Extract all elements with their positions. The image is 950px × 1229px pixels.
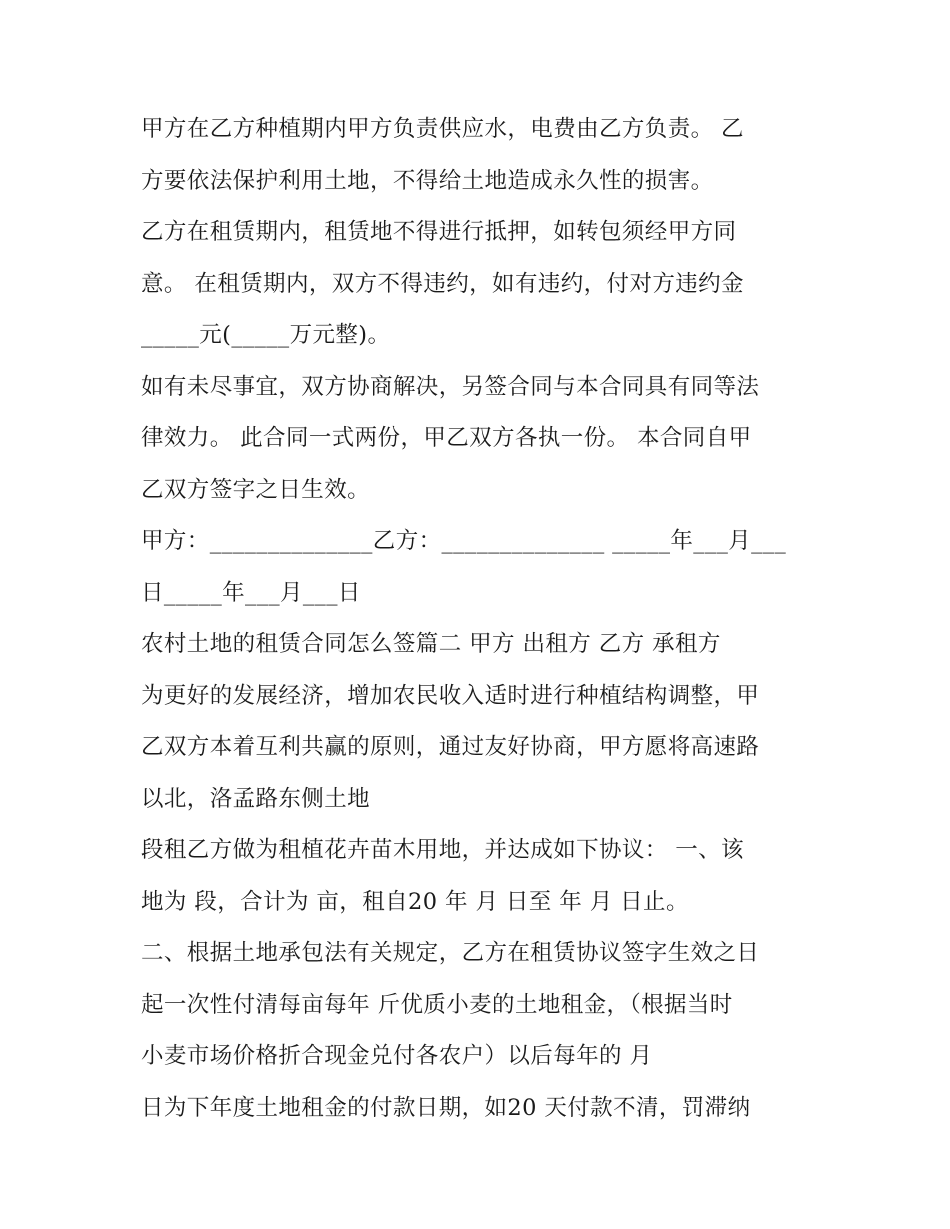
text-line: 如有未尽事宜，双方协商解决，另签合同与本合同具有同等法 bbox=[141, 373, 760, 400]
text-line: _____元(_____万元整)。 bbox=[141, 322, 391, 348]
text-line: 甲方在乙方种植期内甲方负责供应水，电费由乙方负责。 乙 bbox=[141, 116, 744, 142]
contract-text bbox=[141, 104, 821, 1134]
text-line: 小麦市场价格折合现金兑付各农户）以后每年的 月 bbox=[141, 1043, 653, 1069]
text-line: 起一次性付清每亩每年 斤优质小麦的土地租金，（根据当时 bbox=[141, 991, 733, 1018]
text-line: 乙双方签字之日生效。 bbox=[141, 476, 371, 503]
text-line: 方要依法保护利用土地，不得给土地造成永久性的损害。 bbox=[141, 167, 714, 194]
signature-line: 甲方：______________乙方：______________ _____年___月___ bbox=[141, 528, 787, 554]
text-line: 为更好的发展经济，增加农民收入适时进行种植结构调整，甲 bbox=[141, 682, 760, 709]
text-line: 以北，洛孟路东侧土地 bbox=[141, 785, 371, 812]
text-line: 日为下年度土地租金的付款日期，如20 天付款不清，罚滞纳 bbox=[141, 1094, 751, 1121]
text-line: 意。 在租赁期内，双方不得违约，如有违约，付对方违约金 bbox=[141, 270, 744, 297]
text-line: 地为 段，合计为 亩，租自20 年 月 日至 年 月 日止。 bbox=[141, 888, 689, 915]
text-line: 段租乙方做为租植花卉苗木用地，并达成如下协议： 一、该 bbox=[141, 837, 744, 863]
text-line: 乙方在租赁期内，租赁地不得进行抵押，如转包须经甲方同 bbox=[141, 219, 737, 245]
text-line: 律效力。 此合同一式两份，甲乙双方各执一份。 本合同自甲 bbox=[141, 425, 752, 451]
text-line: 二、根据土地承包法有关规定，乙方在租赁协议签字生效之日 bbox=[141, 940, 760, 966]
text-line: 乙双方本着互利共赢的原则，通过友好协商，甲方愿将高速路 bbox=[141, 734, 760, 760]
section-heading: 农村土地的租赁合同怎么签篇二 甲方 出租方 乙方 承租方 bbox=[141, 631, 721, 657]
date-line: 日_____年___月___日 bbox=[141, 579, 361, 606]
